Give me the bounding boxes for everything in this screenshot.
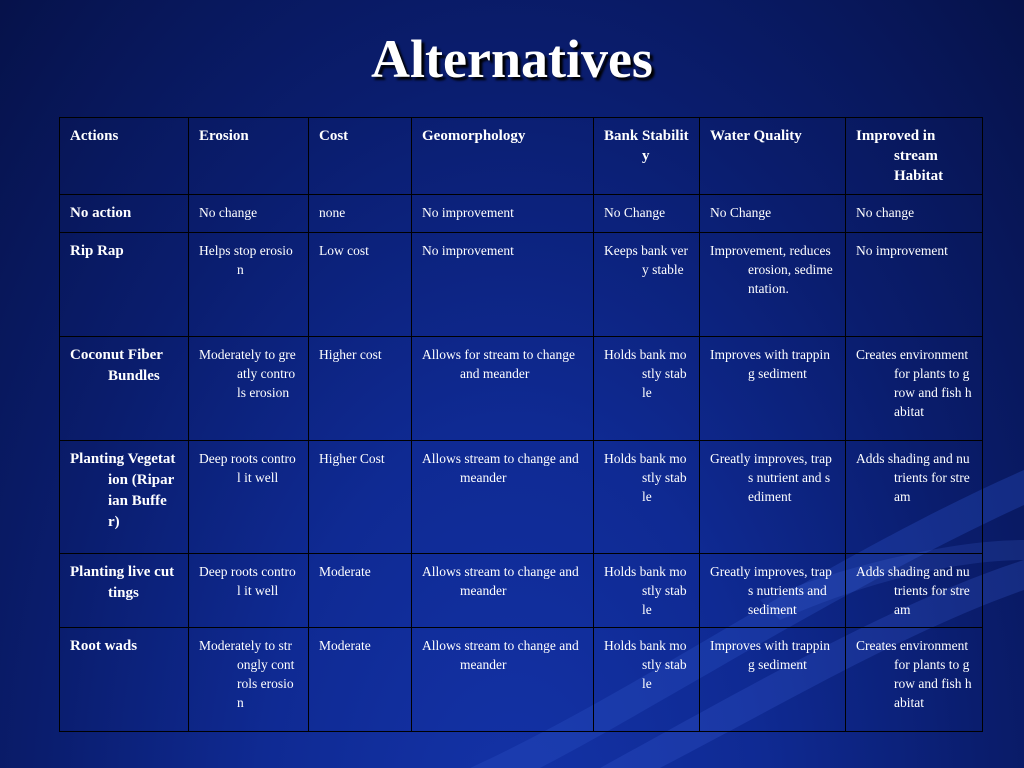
cell-cost: Higher cost [309,337,412,441]
row-label: Rip Rap [60,233,189,337]
row-label: Planting live cuttings [60,554,189,628]
cell-cost: Moderate [309,628,412,732]
cell-geomorphology: No improvement [412,195,594,233]
cell-erosion: Deep roots control it well [189,441,309,554]
cell-geomorphology: Allows stream to change and meander [412,554,594,628]
cell-geomorphology: Allows stream to change and meander [412,628,594,732]
cell-habitat: No improvement [846,233,983,337]
header-water-quality: Water Quality [700,118,846,195]
cell-bank-stability: Holds bank mostly stable [594,441,700,554]
header-bank-stability: Bank Stability [594,118,700,195]
cell-erosion: Moderately to strongly controls erosion [189,628,309,732]
cell-cost: Low cost [309,233,412,337]
row-label: Root wads [60,628,189,732]
cell-water-quality: No Change [700,195,846,233]
cell-bank-stability: No Change [594,195,700,233]
cell-habitat: Adds shading and nutrients for stream [846,441,983,554]
row-label: Coconut Fiber Bundles [60,337,189,441]
cell-water-quality: Greatly improves, traps nutrient and sediment [700,441,846,554]
cell-habitat: No change [846,195,983,233]
cell-habitat: Creates environment for plants to grow and fish habitat [846,628,983,732]
header-erosion: Erosion [189,118,309,195]
table-row [60,233,983,337]
cell-cost: none [309,195,412,233]
cell-water-quality: Improves with trapping sediment [700,337,846,441]
header-geomorphology: Geomorphology [412,118,594,195]
row-label: No action [60,195,189,233]
cell-bank-stability: Holds bank mostly stable [594,337,700,441]
cell-erosion: No change [189,195,309,233]
cell-bank-stability: Holds bank mostly stable [594,554,700,628]
cell-geomorphology: Allows stream to change and meander [412,441,594,554]
table-header-row [60,118,983,195]
cell-water-quality: Greatly improves, traps nutrients and sediment [700,554,846,628]
alternatives-table [59,117,983,732]
table-row [60,441,983,554]
cell-habitat: Creates environment for plants to grow and fish habitat [846,337,983,441]
cell-bank-stability: Holds bank mostly stable [594,628,700,732]
table-row [60,337,983,441]
cell-erosion: Deep roots control it well [189,554,309,628]
cell-geomorphology: No improvement [412,233,594,337]
table-row [60,554,983,628]
cell-water-quality: Improves with trapping sediment [700,628,846,732]
table-row [60,628,983,732]
cell-cost: Higher Cost [309,441,412,554]
header-cost: Cost [309,118,412,195]
cell-cost: Moderate [309,554,412,628]
header-habitat: Improved in stream Habitat [846,118,983,195]
cell-erosion: Moderately to greatly controls erosion [189,337,309,441]
cell-bank-stability: Keeps bank very stable [594,233,700,337]
row-label: Planting Vegetation (Riparian Buffer) [60,441,189,554]
cell-water-quality: Improvement, reduces erosion, sedimentation. [700,233,846,337]
cell-habitat: Adds shading and nutrients for stream [846,554,983,628]
header-actions: Actions [60,118,189,195]
cell-erosion: Helps stop erosion [189,233,309,337]
cell-geomorphology: Allows for stream to change and meander [412,337,594,441]
table-row [60,195,983,233]
slide-title: Alternatives [371,29,653,89]
